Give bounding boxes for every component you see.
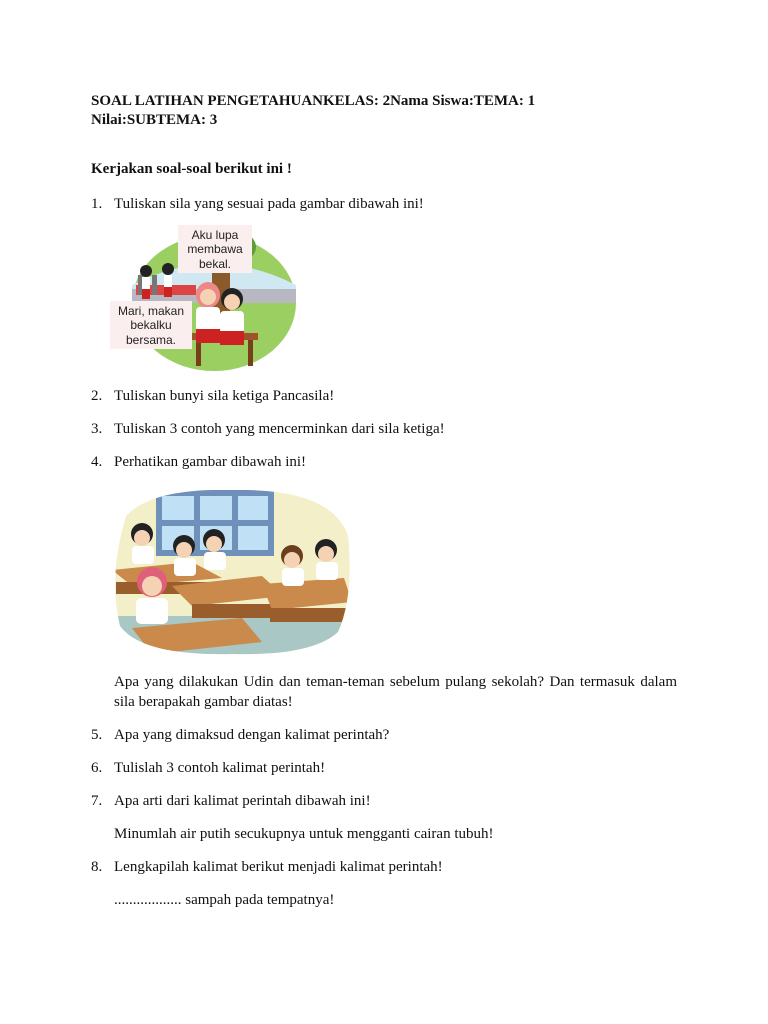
question-7-sentence: Minumlah air putih secukupnya untuk mengganti cairan tubuh!: [114, 826, 494, 842]
question-8: [91, 858, 443, 877]
question-text: Perhatikan gambar dibawah ini!: [114, 454, 307, 470]
bubble-2-line-3: bersama.: [125, 333, 177, 347]
question-text: Tuliskan sila yang sesuai pada gambar dibawah ini!: [114, 196, 424, 212]
question-2: [91, 387, 334, 406]
question-number: 3.: [91, 421, 103, 437]
bubble-2-line-2: bekalku: [130, 318, 172, 332]
header-line-1: SOAL LATIHAN PENGETAHUANKELAS: 2Nama Siswa:TEMA: 1: [91, 93, 536, 109]
bubble-1-line-1: Aku lupa: [191, 228, 239, 242]
question-text: Apa yang dimaksud dengan kalimat perintah?: [114, 727, 390, 743]
question-number: 1.: [91, 196, 103, 212]
illustration-classroom-praying: [112, 486, 352, 658]
bubble-1-line-2: membawa: [187, 242, 243, 256]
question-4: [91, 453, 306, 472]
question-text: Lengkapilah kalimat berikut menjadi kalimat perintah!: [114, 859, 443, 875]
question-number: 5.: [91, 727, 103, 743]
question-4-followup: Apa yang dilakukan Udin dan teman-teman sebelum pulang sekolah? Dan termasuk dalam sila berapakah gambar diatas!: [114, 674, 677, 710]
question-number: 6.: [91, 760, 103, 776]
question-text: Tulislah 3 contoh kalimat perintah!: [114, 760, 326, 776]
bubble-1-line-3: bekal.: [198, 257, 232, 271]
question-7: [91, 792, 371, 811]
speech-bubble-2: [110, 301, 192, 349]
speech-bubble-1: [178, 225, 252, 273]
question-number: 4.: [91, 454, 103, 470]
question-6: [91, 759, 325, 778]
question-number: 7.: [91, 793, 103, 809]
question-text: Tuliskan 3 contoh yang mencerminkan dari sila ketiga!: [114, 421, 445, 437]
question-3: [91, 420, 445, 439]
worksheet-header: [91, 92, 535, 130]
bubble-2-line-1: Mari, makan: [117, 304, 185, 318]
question-text: Apa arti dari kalimat perintah dibawah ini!: [114, 793, 371, 809]
instruction: Kerjakan soal-soal berikut ini !: [91, 161, 292, 177]
question-1: [91, 195, 424, 214]
question-8-sentence: .................. sampah pada tempatnya!: [114, 892, 335, 908]
question-number: 8.: [91, 859, 103, 875]
question-number: 2.: [91, 388, 103, 404]
question-5: [91, 726, 389, 745]
header-line-2: Nilai:SUBTEMA: 3: [91, 112, 218, 128]
question-text: Tuliskan bunyi sila ketiga Pancasila!: [114, 388, 335, 404]
